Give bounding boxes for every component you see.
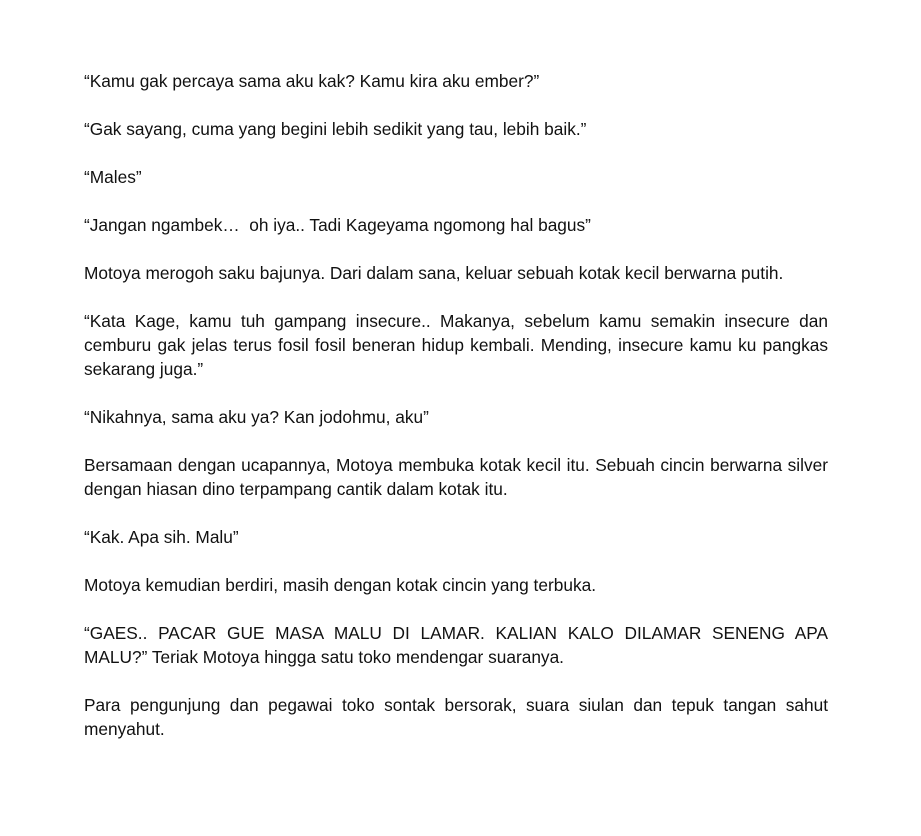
paragraph-7: “Nikahnya, sama aku ya? Kan jodohmu, aku” <box>84 407 429 427</box>
paragraph-11: “GAES.. PACAR GUE MASA MALU DI LAMAR. KALIAN KALO DILAMAR SENENG APA MALU?” Teriak Motoya hingga satu toko mendengar suaranya. <box>84 623 833 667</box>
paragraph-1: “Kamu gak percaya sama aku kak? Kamu kira aku ember?” <box>84 71 540 91</box>
paragraph-10: Motoya kemudian berdiri, masih dengan kotak cincin yang terbuka. <box>84 575 596 595</box>
paragraph-6: “Kata Kage, kamu tuh gampang insecure.. Makanya, sebelum kamu semakin insecure dan cemburu gak jelas terus fosil fosil beneran hidup kembali. Mending, insecure kamu ku pangkas sekarang juga.” <box>84 311 833 379</box>
paragraph-8: Bersamaan dengan ucapannya, Motoya membuka kotak kecil itu. Sebuah cincin berwarna silver dengan hiasan dino terpampang cantik dalam kotak itu. <box>84 455 833 499</box>
paragraph-12: Para pengunjung dan pegawai toko sontak bersorak, suara siulan dan tepuk tangan sahut menyahut. <box>84 695 833 739</box>
paragraph-2: “Gak sayang, cuma yang begini lebih sedikit yang tau, lebih baik.” <box>84 119 587 139</box>
document-body <box>84 69 833 741</box>
paragraph-5: Motoya merogoh saku bajunya. Dari dalam sana, keluar sebuah kotak kecil berwarna putih. <box>84 263 784 283</box>
paragraph-9: “Kak. Apa sih. Malu” <box>84 527 239 547</box>
paragraph-3: “Males” <box>84 167 142 187</box>
paragraph-4: “Jangan ngambek… oh iya.. Tadi Kageyama ngomong hal bagus” <box>84 215 591 235</box>
